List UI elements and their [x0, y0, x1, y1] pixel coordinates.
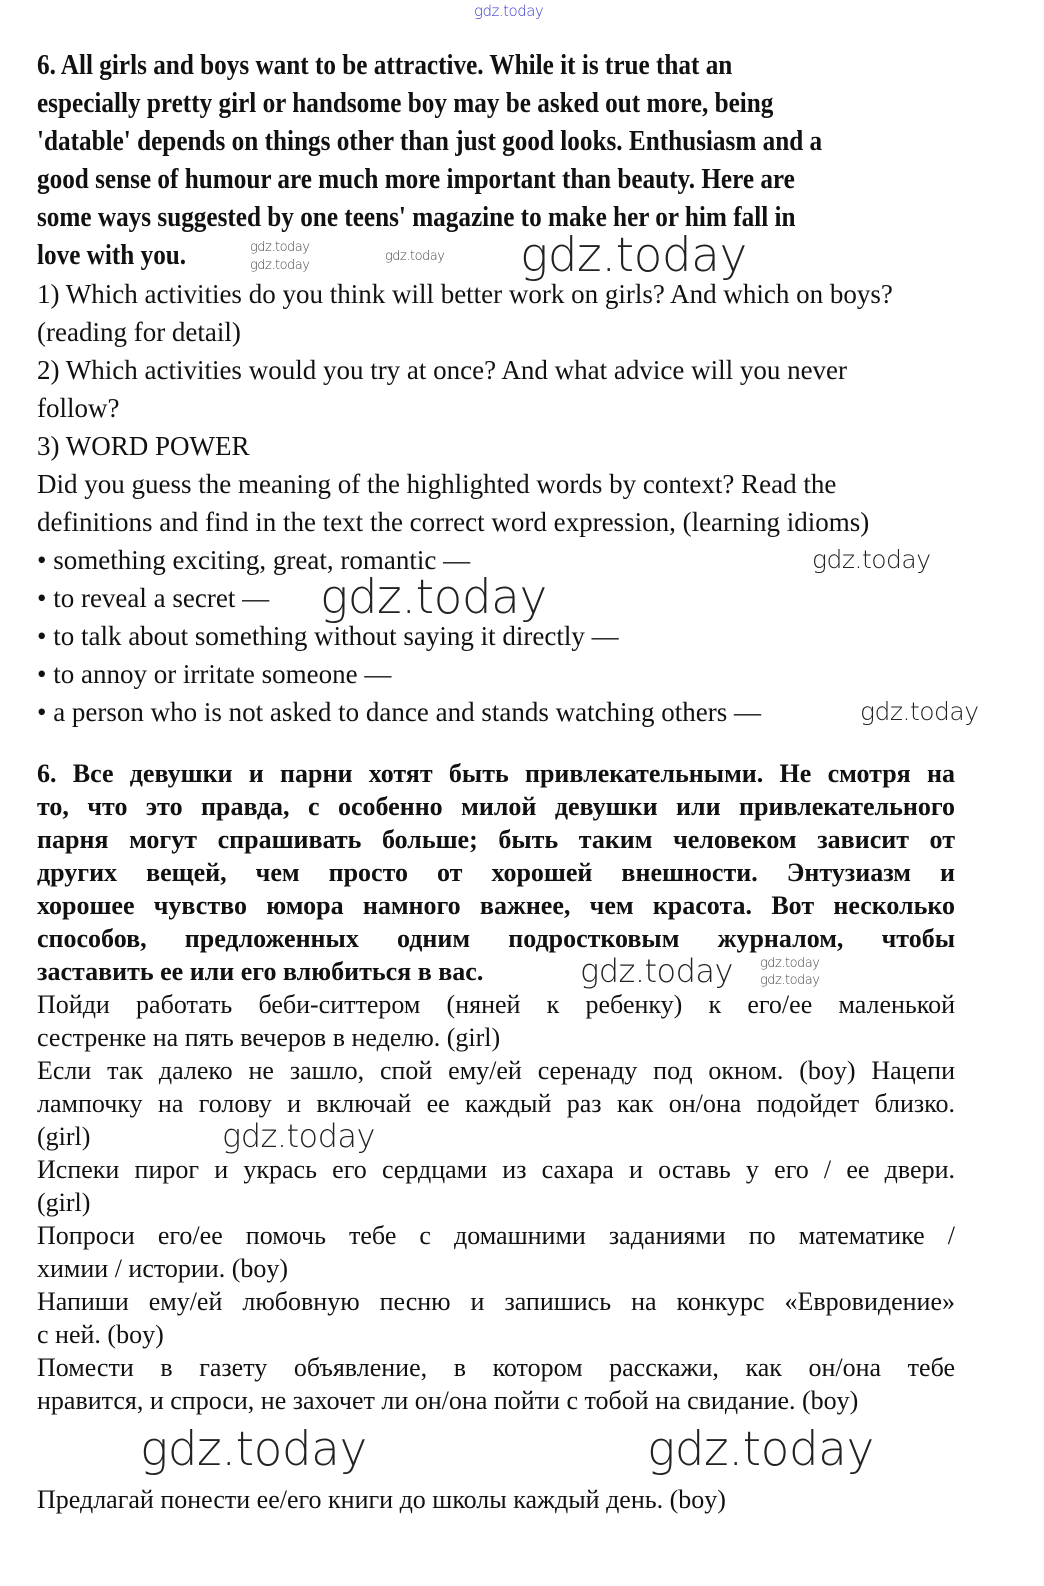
task-heading-line: some ways suggested by one teens' magazine to make her or him fall in: [37, 202, 796, 233]
translation-activity-line: Если так далеко не зашло, спой ему/ей серенаду под окном. (boy) Нацепи: [37, 1056, 955, 1085]
task-heading-line: 6. All girls and boys want to be attractive. While it is true that an: [37, 50, 733, 81]
watermark-top-link[interactable]: gdz.today: [474, 2, 544, 20]
watermark: gdz.today: [385, 249, 445, 264]
watermark: gdz.today: [250, 240, 310, 255]
translation-activity-line: Попроси его/ее помочь тебе с домашними заданиями по математике /: [37, 1221, 955, 1250]
translation-activity-line: Напиши ему/ей любовную песню и запишись на конкурс «Евровидение»: [37, 1287, 955, 1316]
translation-activity-line: (girl): [37, 1188, 91, 1217]
translation-heading-line: способов, предложенных одним подростковым журналом, чтобы: [37, 924, 955, 953]
translation-activity-line: лампочку на голову и включай ее каждый раз как он/она подойдет близко.: [37, 1089, 955, 1118]
translation-heading-line: 6. Все девушки и парни хотят быть привлекательными. Не смотря на: [37, 759, 955, 788]
watermark: gdz.today: [250, 258, 310, 273]
task-question-line: follow?: [37, 393, 120, 423]
watermark: gdz.today: [580, 952, 733, 990]
task-heading-line: especially pretty girl or handsome boy may be asked out more, being: [37, 88, 774, 119]
idiom-definition-item: • something exciting, great, romantic —: [37, 545, 471, 575]
watermark: gdz.today: [860, 697, 979, 726]
translation-heading-line: то, что это правда, с особенно милой девушки или привлекательного: [37, 792, 955, 821]
translation-activity-line: химии / истории. (boy): [37, 1254, 289, 1283]
translation-heading-line: парня могут спрашивать больше; быть таким человеком зависит от: [37, 825, 955, 854]
translation-activity-line: Испеки пирог и укрась его сердцами из сахара и оставь у его / ее двери.: [37, 1155, 955, 1184]
translation-activity-line: Предлагай понести ее/его книги до школы каждый день. (boy): [37, 1485, 726, 1514]
watermark: gdz.today: [812, 545, 931, 574]
watermark: gdz.today: [760, 956, 820, 971]
watermark: gdz.today: [222, 1117, 375, 1155]
watermark: gdz.today: [320, 570, 547, 625]
task-heading-line: 'datable' depends on things other than just good looks. Enthusiasm and a: [37, 126, 823, 157]
task-heading-line: good sense of humour are much more important than beauty. Here are: [37, 164, 795, 195]
translation-heading-line: хорошее чувство юмора намного важнее, чем красота. Вот несколько: [37, 891, 955, 920]
translation-heading-line: других вещей, чем просто от хорошей внешности. Энтузиазм и: [37, 858, 955, 887]
task-question-line: 2) Which activities would you try at once? And what advice will you never: [37, 355, 848, 385]
task-question-line: Did you guess the meaning of the highlighted words by context? Read the: [37, 469, 837, 499]
translation-activity-line: с ней. (boy): [37, 1320, 164, 1349]
translation-activity-line: (girl): [37, 1122, 91, 1151]
watermark: gdz.today: [760, 973, 820, 988]
translation-activity-line: Пойди работать беби-ситтером (няней к ребенку) к его/ее маленькой: [37, 990, 955, 1019]
translation-activity-line: сестренке на пять вечеров в неделю. (girl): [37, 1023, 501, 1052]
watermark: gdz.today: [140, 1422, 367, 1477]
translation-activity-line: Помести в газету объявление, в котором расскажи, как он/она тебе: [37, 1353, 955, 1382]
idiom-definition-item: • to talk about something without saying it directly —: [37, 621, 619, 651]
task-question-line: definitions and find in the text the correct word expression, (learning idioms): [37, 507, 870, 537]
translation-activity-line: нравится, и спроси, не захочет ли он/она пойти с тобой на свидание. (boy): [37, 1386, 859, 1415]
idiom-definition-item: • a person who is not asked to dance and stands watching others —: [37, 697, 762, 727]
task-question-line: 1) Which activities do you think will better work on girls? And which on boys?: [37, 279, 893, 309]
idiom-definition-item: • to reveal a secret —: [37, 583, 270, 613]
task-question-line: (reading for detail): [37, 317, 241, 347]
watermark: gdz.today: [647, 1422, 874, 1477]
task-heading-line: love with you.: [37, 240, 187, 271]
idiom-definition-item: • to annoy or irritate someone —: [37, 659, 392, 689]
translation-heading-line: заставить ее или его влюбиться в вас.: [37, 957, 484, 986]
task-question-line: 3) WORD POWER: [37, 431, 250, 461]
watermark: gdz.today: [520, 228, 747, 283]
